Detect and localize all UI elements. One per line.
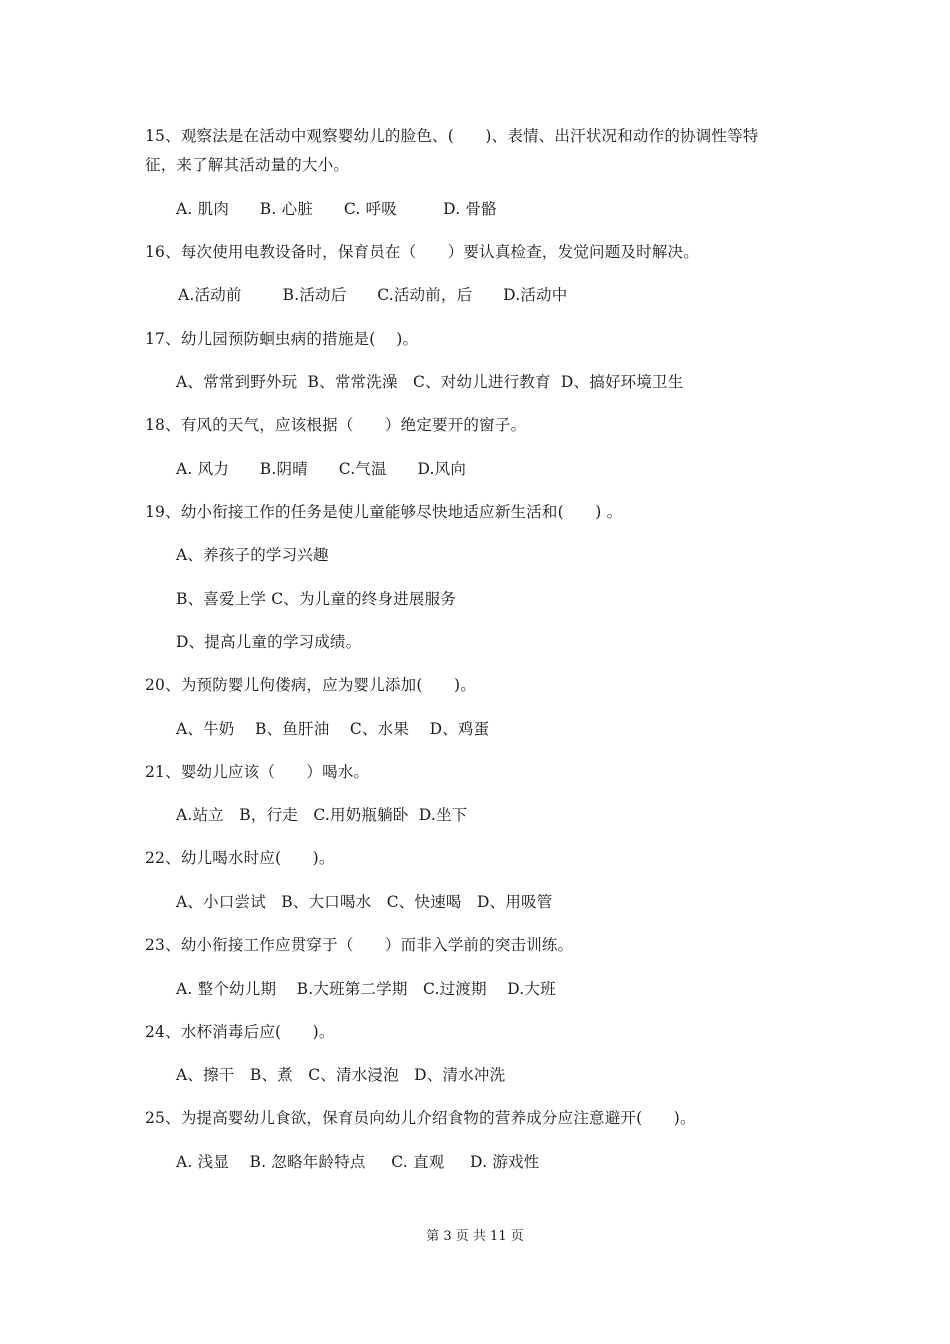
question-15-line-2: 征，来了解其活动量的大小。: [145, 156, 350, 174]
question-21-options: A.站立 B，行走 C.用奶瓶躺卧 D.坐下: [176, 806, 468, 824]
question-25-line-1: 25、为提高婴幼儿食欲，保育员向幼儿介绍食物的营养成分应注意避开( )。: [145, 1109, 696, 1127]
page-number-footer: 第 3 页 共 11 页: [426, 1229, 524, 1244]
question-15-line-1: 15、观察法是在活动中观察婴幼儿的脸色、( )、表情、出汗状况和动作的协调性等特: [145, 127, 759, 145]
question-24-options: A、擦干 B、煮 C、清水浸泡 D、清水冲洗: [176, 1066, 506, 1084]
question-22-line-1: 22、幼儿喝水时应( )。: [145, 849, 335, 867]
question-19-option-b-c: B、喜爱上学 C、为儿童的终身进展服务: [176, 590, 456, 608]
question-18-line-1: 18、有风的天气，应该根据（ ）绝定要开的窗子。: [145, 416, 527, 434]
question-25-options: A. 浅显 B. 忽略年龄特点 C. 直观 D. 游戏性: [176, 1153, 540, 1171]
question-19-option-a: A、养孩子的学习兴趣: [176, 546, 329, 564]
question-18-options: A. 风力 B.阴晴 C.气温 D.风向: [176, 460, 467, 478]
question-16-options: A.活动前 B.活动后 C.活动前，后 D.活动中: [178, 286, 568, 304]
question-23-line-1: 23、幼小衔接工作应贯穿于（ ）而非入学前的突击训练。: [145, 936, 574, 954]
question-24-line-1: 24、水杯消毒后应( )。: [145, 1023, 335, 1041]
question-23-options: A. 整个幼儿期 B.大班第二学期 C.过渡期 D.大班: [176, 980, 556, 998]
question-19-line-1: 19、幼小衔接工作的任务是使儿童能够尽快地适应新生活和( ) 。: [145, 503, 623, 521]
question-15-options: A. 肌肉 B. 心脏 C. 呼吸 D. 骨骼: [176, 200, 497, 218]
question-17-line-1: 17、幼儿园预防蛔虫病的措施是( )。: [145, 330, 419, 348]
question-21-line-1: 21、婴幼儿应该（ ）喝水。: [145, 763, 370, 781]
question-20-line-1: 20、为预防婴儿佝偻病，应为婴儿添加( )。: [145, 676, 476, 694]
question-16-line-1: 16、每次使用电教设备时，保育员在（ ）要认真检查，发觉问题及时解决。: [145, 243, 699, 261]
question-19-option-d: D、提高儿童的学习成绩。: [176, 633, 362, 651]
question-22-options: A、小口尝试 B、大口喝水 C、快速喝 D、用吸管: [176, 893, 553, 911]
question-20-options: A、牛奶 B、鱼肝油 C、水果 D、鸡蛋: [176, 720, 490, 738]
question-17-options: A、常常到野外玩 B、常常洗澡 C、对幼儿进行教育 D、搞好环境卫生: [176, 373, 684, 391]
